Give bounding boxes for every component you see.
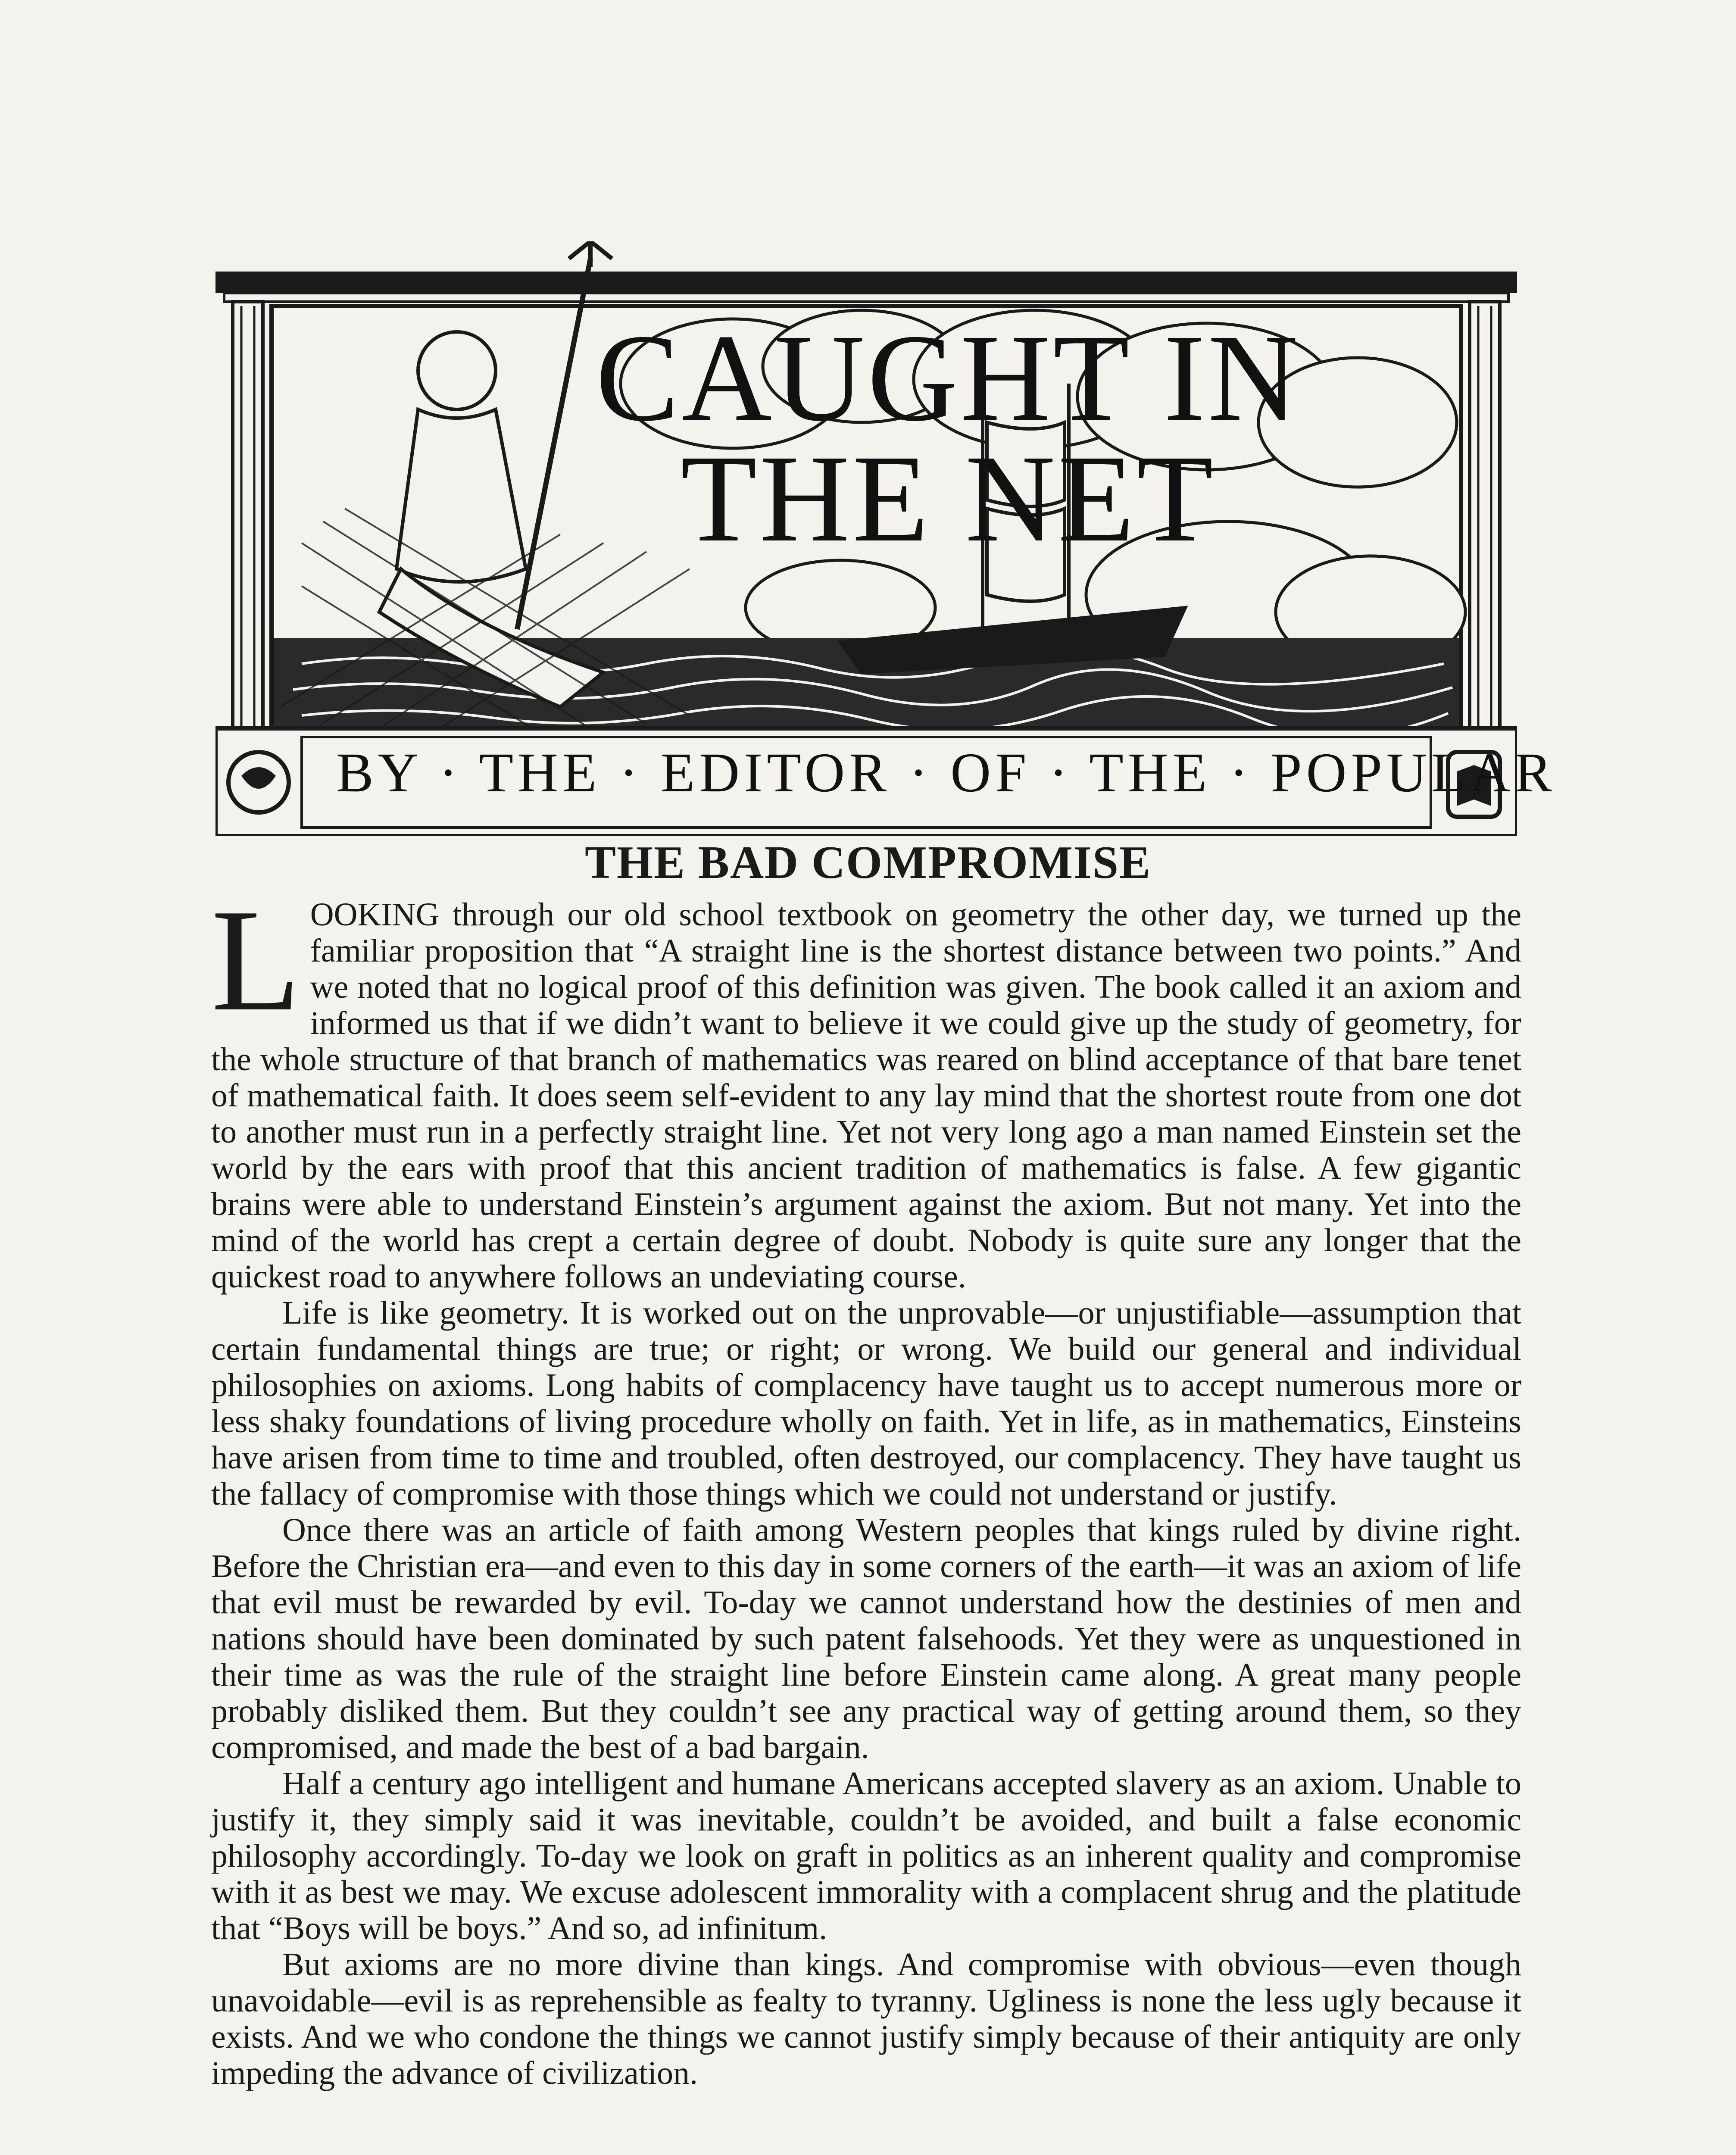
paragraph-2: Life is like geometry. It is worked out on the unprovable—or unjustifiable—assumption that certain fundamental things are true; or right; or wrong. We build our general and individual philosophies on axioms. Long habits of complacency have taught us to accept numerous more or less shaky foundations of living procedure wholly on faith. Yet in life, as in mathematics, Einsteins have arisen from time to time and troubled, often destroyed, our complacency. They have taught us the fallacy of compromise with those things which we could not understand or justify. — [211, 1295, 1521, 1512]
paragraph-3: Once there was an article of faith among Western peoples that kings ruled by divine right. Before the Christian era—and even to this day in some corners of the earth—it was an axiom of life that evil must be rewarded by evil. To-day we cannot understand how the destinies of men and nations should have been dominated by such patent falsehoods. Yet they were as unquestioned in their time as was the rule of the straight line before Einstein came along. A great many people probably disliked them. But they couldn’t see any practical way of getting around them, so they compromised, and made the best of a bad bargain. — [211, 1512, 1521, 1765]
paragraph-5: But axioms are no more divine than kings. And compromise with obvious—even though unavoidable—evil is as reprehensible as fealty to tyranny. Ugliness is none the less ugly because it exists. And we who condone the things we cannot justify simply because of their antiquity are only impeding the advance of civilization. — [211, 1946, 1521, 2091]
header-title-line-2: THE NET — [681, 429, 1216, 568]
paragraph-1-text: OOKING through our old school textbook on geometry the other day, we turned up the familiar proposition that “A straight line is the shortest distance between two points.” And we noted that no logical proof of this definition was given. The book called it an axiom and informed us that if we didn’t want to believe it we could give up the study of geometry, for the whole structure of that branch of mathematics was reared on blind acceptance of that bare tenet of mathematical faith. It does seem self-evident to any lay mind that the shortest route from one dot to another must run in a perfectly straight line. Yet not very long ago a man named Einstein set the world by the ears with proof that this ancient tradition of mathematics is false. A few gigantic brains were able to understand Einstein’s argument against the axiom. But not many. Yet into the mind of the world has crept a certain degree of doubt. Nobody is quite sure any longer that the quickest road to anywhere follows an undeviating course. — [211, 896, 1521, 1295]
byline-band — [215, 728, 1556, 828]
paragraph-1 — [211, 879, 1521, 1295]
article-body — [211, 879, 1521, 2091]
drop-cap: L — [211, 879, 301, 1041]
article-title: THE BAD COMPROMISE — [584, 837, 1152, 888]
byline: BY · THE · EDITOR · OF · THE · POPULAR — [336, 742, 1556, 804]
header-title-line-1: CAUGHT IN — [596, 309, 1301, 447]
paragraph-4: Half a century ago intelligent and humane Americans accepted slavery as an axiom. Unable to justify it, they simply said it was inevitable, couldn’t be avoided, and built a false economic philosophy accordingly. To-day we look on graft in politics as an inherent quality and compromise with it as best we may. We excuse adolescent immorality with a complacent shrug and the platitude that “Boys will be boys.” And so, ad infinitum. — [211, 1765, 1521, 1946]
